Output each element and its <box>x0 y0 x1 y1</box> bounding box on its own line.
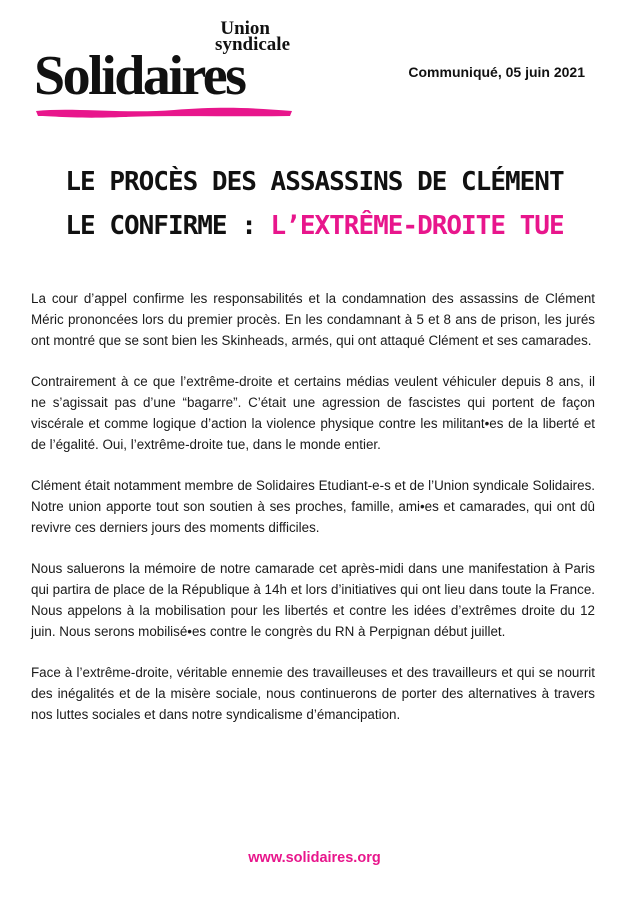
body-paragraph-4: Nous saluerons la mémoire de notre camarade cet après-midi dans une manifestation à Paris qui partira de place de la République à 14h et lors d’initiatives qui ont lieu dans toute la France. Nous appelons à la mobilisation pour les libertés et contre les idées d’extrêmes droite du 12 juin. Nous serons mobilisé•es contre le congrès du RN à Perpignan début juillet. <box>31 561 595 639</box>
logo-brush-stroke <box>34 102 294 120</box>
title-line-2-prefix: LE CONFIRME : <box>65 211 271 241</box>
body-paragraph-1: La cour d’appel confirme les responsabilités et la condamnation des assassins de Clément Méric prononcées lors du premier procès. En les condamnant à 5 et 8 ans de prison, les jurés ont montré que se sont bien les Skinheads, armés, qui ont attaqué Clément et ses camarades. <box>31 291 595 348</box>
logo-union-text: Union <box>220 18 270 39</box>
website-link[interactable]: www.solidaires.org <box>248 850 381 866</box>
body-paragraph-2: Contrairement à ce que l’extrême-droite et certains médias veulent véhiculer depuis 8 ans, il ne s’agissait pas d’une “bagarre”. C’était une agression de fascistes qui portent de façon viscérale et comme logique d’action la violence physique contre les militant•es de la liberté et de l’égalité. Oui, l’extrême-droite tue, dans le monde entier. <box>31 374 595 452</box>
body-paragraph-3: Clément était notamment membre de Solidaires Etudiant-e-s et de l’Union syndicale Solidaires. Notre union apporte tout son soutien à ses proches, famille, ami•es et camarades, qui ont dû revivre ces derniers jours des moments difficiles. <box>31 478 595 535</box>
solidaires-logo <box>34 14 294 119</box>
title-line-1: LE PROCÈS DES ASSASSINS DE CLÉMENT <box>65 167 564 197</box>
communique-date: Communiqué, 05 juin 2021 <box>408 64 585 80</box>
logo-solidaires-text: Solidaires <box>34 45 245 107</box>
title-line-2 <box>0 204 629 248</box>
body-paragraph-5: Face à l’extrême-droite, véritable ennemie des travailleuses et des travailleurs et qui se nourrit des inégalités et de la misère sociale, nous continuerons de porter des alternatives à travers nos luttes sociales et dans notre syndicalisme d’émancipation. <box>31 665 595 722</box>
logo-syndicale-text: syndicale <box>215 34 290 55</box>
page-title <box>0 160 629 248</box>
communique-body <box>31 289 595 747</box>
title-line-2-accent: L’EXTRÊME-DROITE TUE <box>270 211 564 241</box>
